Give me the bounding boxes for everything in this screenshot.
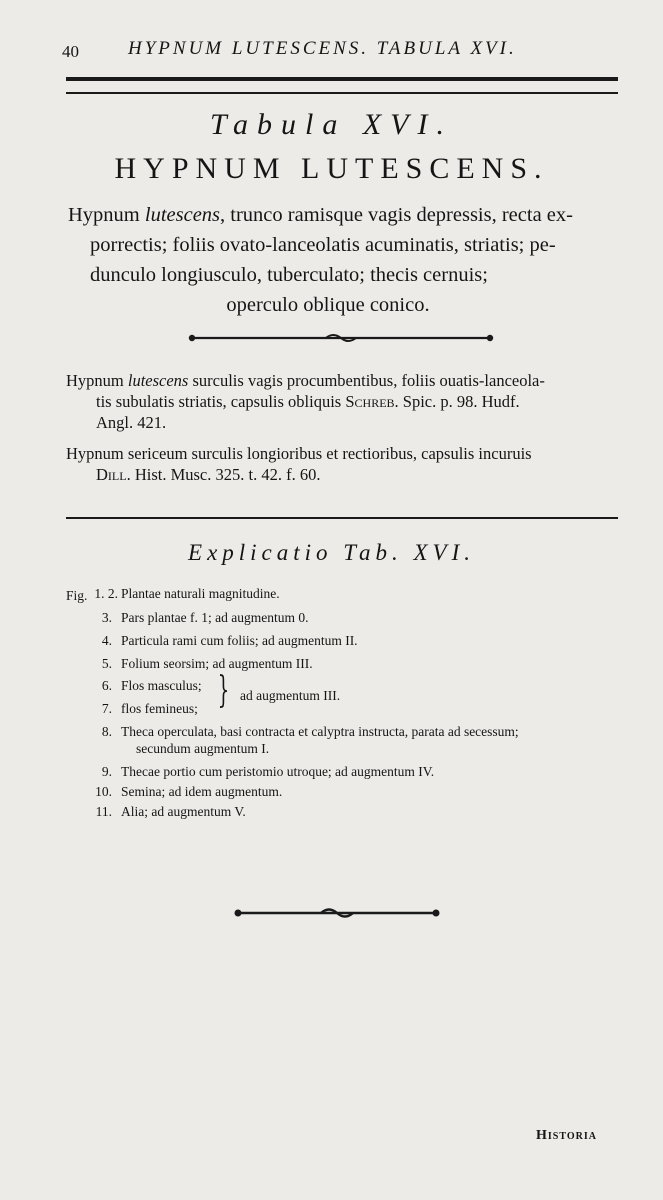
tabula-heading: Tabula XVI. bbox=[210, 108, 453, 141]
fig-prefix: Fig. bbox=[66, 588, 88, 603]
book-page: 40 HYPNUM LUTESCENS. TABULA XVI. Tabula XVI. HYPNUM LUTESCENS. Hypnum lutescens, trunco ramisque vagis depressis, recta ex- porrectis; foliis ovato-lanceolatis acuminatis, striatis; pe- dunculo longiusculo, tuberculato; thecis cernuis; operculo oblique conico. Hypnum lutescens surculis vagis procumbentibus, foliis ouatis-lanceola- tis subulatis striatis, capsulis obliquis Schreb. Spic. p. 98. Hudf. Angl. 421. Hypnum sericeum surculis longioribus et rectioribus, capsulis incuruis Dill. Hist. Musc. 325. t. 42. f. 60. Explicatio Tab. XVI. Fig. 1. 2. Plantae naturali magnitudine. 3. Pars plantae f. 1; ad augmentum 0. 4. Particula rami cum foliis; ad augmentum II. 5. Folium seorsim; ad augmentum III. 6. Flos masculus; 7. flos femineus; } ad augmentum III. 8. Theca operculata, basi contracta et calyptra instructa, parata ad secessum; secundum augmentum I. 9. Thecae portio cum peristomio utroque; ad augmentum IV. 10. Semina; ad idem augmentum. 11. Alia; ad augmentum V. Historia bbox=[0, 0, 663, 1200]
running-head bbox=[62, 34, 622, 64]
brace-label: ad augmentum III. bbox=[240, 688, 341, 703]
species-heading: HYPNUM LUTESCENS. bbox=[114, 152, 549, 185]
header-rule-thick bbox=[66, 77, 618, 81]
ornamental-rule bbox=[186, 331, 496, 345]
species-diagnosis bbox=[68, 200, 618, 320]
diagnosis-line: porrectis; foliis ovato-lanceolatis acuminatis, striatis; pe- bbox=[90, 234, 556, 256]
ornamental-rule bbox=[233, 905, 441, 921]
running-title: HYPNUM LUTESCENS. TABULA XVI. bbox=[128, 38, 517, 59]
diagnosis-line: dunculo longiusculo, tuberculato; thecis cernuis; bbox=[90, 264, 488, 286]
synonym-line: Hypnum lutescens surculis vagis procumbentibus, foliis ouatis-lanceola- bbox=[66, 371, 545, 390]
section-rule bbox=[66, 517, 618, 519]
catchword: Historia bbox=[536, 1128, 597, 1143]
synonym-entry bbox=[66, 443, 618, 485]
synonym-line: Hypnum sericeum surculis longioribus et rectioribus, capsulis incuruis bbox=[66, 444, 532, 463]
synonym-line: tis subulatis striatis, capsulis obliquis Schreb. Spic. p. 98. Hudf. bbox=[96, 392, 520, 411]
synonym-entry bbox=[66, 370, 618, 433]
synonym-line: Dill. Hist. Musc. 325. t. 42. f. 60. bbox=[96, 465, 321, 484]
diagnosis-line: Hypnum lutescens, trunco ramisque vagis depressis, recta ex- bbox=[68, 204, 573, 226]
diagnosis-line: operculo oblique conico. bbox=[226, 294, 430, 316]
synonym-line: Angl. 421. bbox=[96, 413, 167, 432]
author-abbrev: Schreb. bbox=[345, 392, 399, 411]
author-abbrev: Dill. bbox=[96, 465, 131, 484]
explicatio-heading: Explicatio Tab. XVI. bbox=[188, 540, 475, 565]
page-number: 40 bbox=[62, 42, 79, 61]
curly-brace-icon: } bbox=[217, 670, 230, 711]
header-rule-thin bbox=[66, 92, 618, 94]
